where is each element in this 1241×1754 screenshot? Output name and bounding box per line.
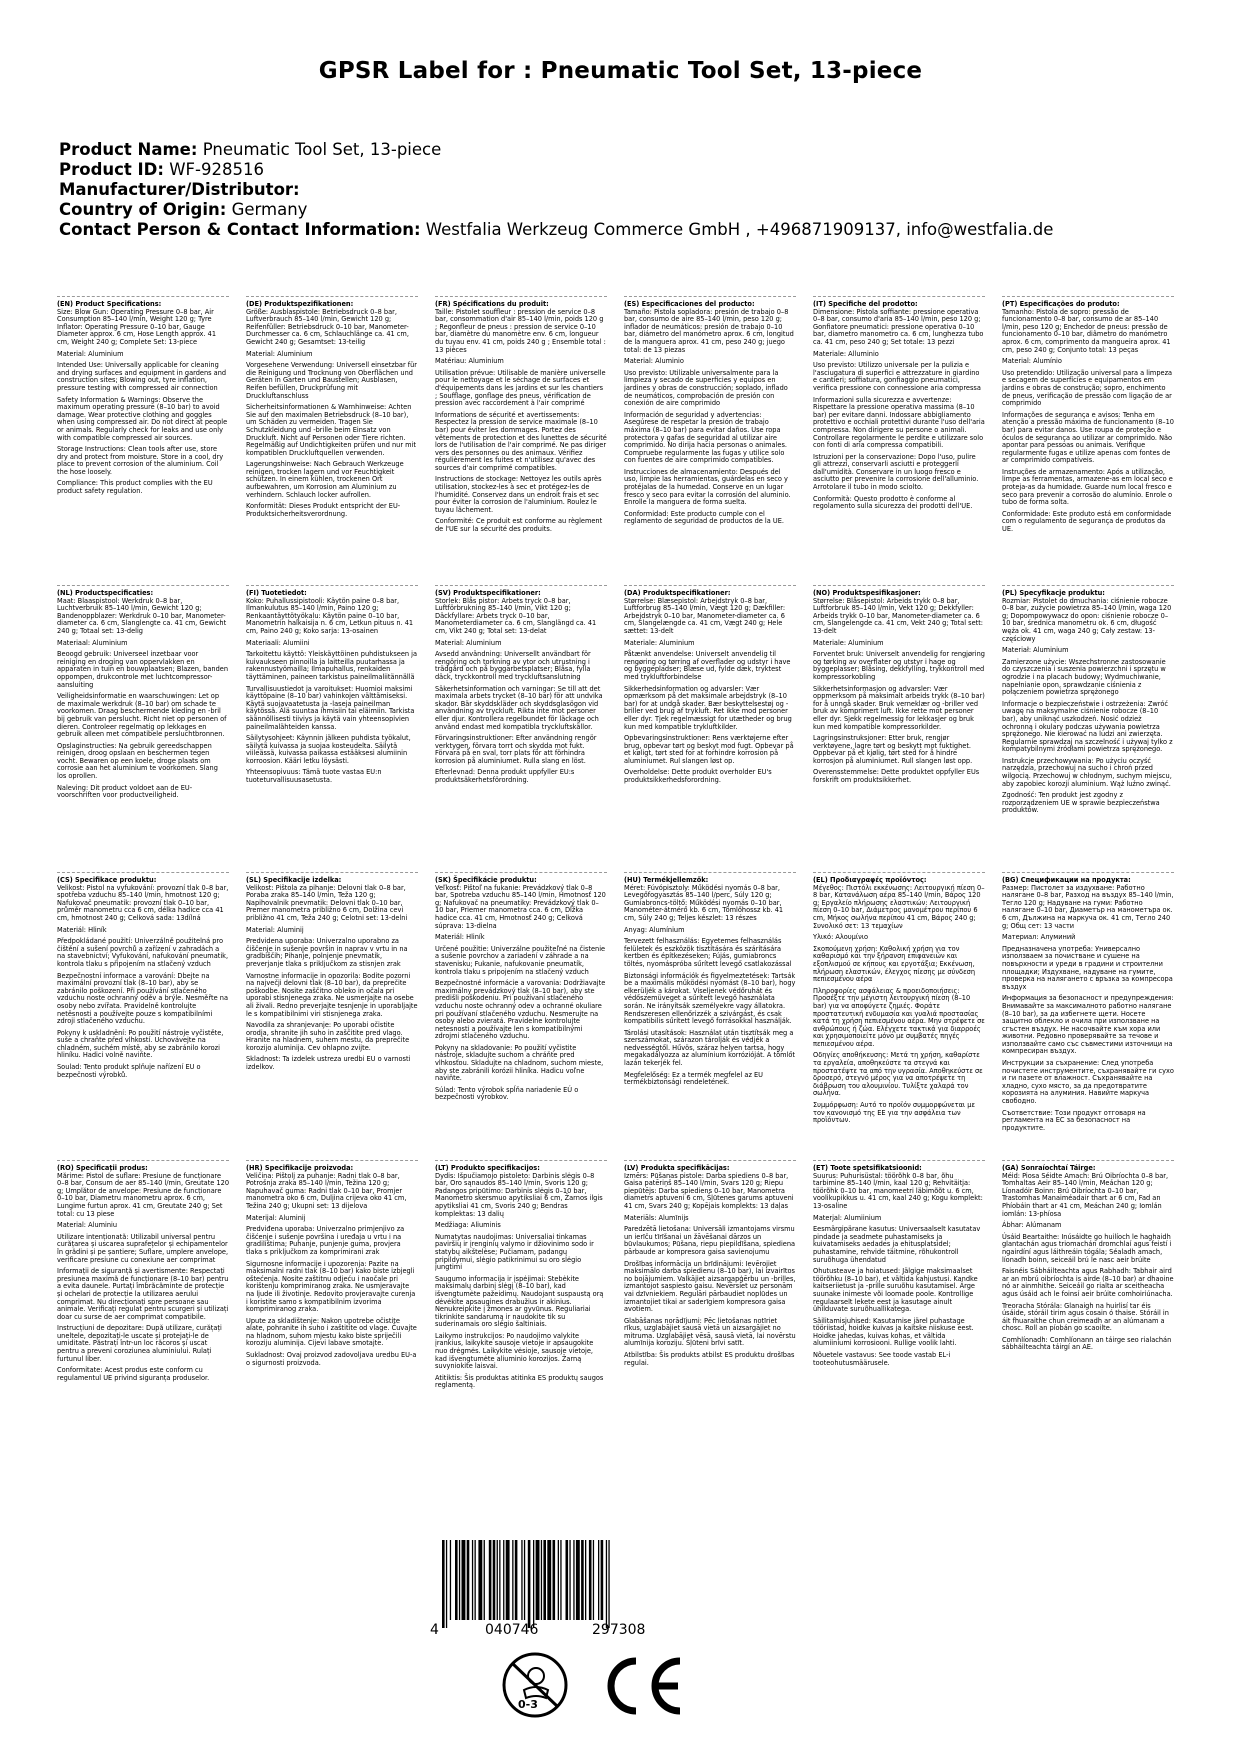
page-title: GPSR Label for : Pneumatic Tool Set, 13-piece	[318, 58, 923, 84]
spec-paragraph: Материал: Алуминий	[1002, 933, 1076, 942]
spec-paragraph: Beoogd gebruik: Universeel inzetbaar voor reiniging en droging van oppervlakken en apparaten in tuin en bouwplaatsen; Blazen, banden oppompen, drukcontrole met luchtcompressor-aansluiting	[57, 650, 229, 689]
spec-paragraph: Förvaringsinstruktioner: Efter användning rengör verktygen, förvara torrt och skydda mot fukt. Förvara på en sval, torr plats för att förhindra korrosion på aluminiumet. Rulla slang en löst.	[435, 734, 597, 765]
spec-paragraph: Veličina: Pištolj za puhanje: Radni tlak 0–8 bar, Potrošnja zraka 85–140 l/min, Težina 120 g; Napuhavač guma: Radni tlak 0–10 bar, Promjer manometra oko 6 cm, Duljina crijeva oko 41 cm, Težina 240 g; Ukupni set: 13 dijelova	[246, 1171, 407, 1210]
spec-heading: (FR) Spécifications du produit:	[435, 300, 549, 308]
spec-paragraph: Sukladnost: Ovaj proizvod zadovoljava uredbu EU-a o sigurnosti proizvoda.	[246, 1351, 417, 1367]
spec-paragraph: Informazioni sulla sicurezza e avvertenze: Rispettare la pressione operativa massima (8–10 bar) per evitare danni. Indossare abbigliamento protettivo e occhiali protettivi durante l'uso dell'aria compressa. Non dirigere su persone o animali. Controllare regolarmente le perdite e utilizzare solo con fonti di aria compressa compatibili.	[813, 395, 985, 450]
spec-paragraph: Materiale: Alluminio	[813, 349, 879, 358]
barcode-bar	[484, 1540, 485, 1620]
spec-paragraph: Sicherheitsinformationen & Warnhinweise: Achten Sie auf den maximalen Betriebsdruck (8–10 bar), um Schäden zu vermeiden. Tragen Sie Schutzkleidung und -brille beim Einsatz von Druckluft. Nicht auf Personen oder Tiere richten. Regelmäßig auf Undichtigkeiten prüfen und nur mit kompatiblen Druckluftquellen verwenden.	[246, 403, 416, 457]
spec-paragraph: Size: Blow Gun: Operating Pressure 0–8 bar, Air Consumption 85–140 l/min, Weight 120 g; Tyre Inflator: Operating Pressure 0–10 bar, Gauge Diameter approx. 6 cm, Hose Length approx. 41 cm, Weight 240 g; Complete Set: 13-piece	[57, 307, 217, 346]
spec-paragraph: Opbevaringsinstruktioner: Rens værktøjerne efter brug, opbevar tørt og beskyt mod fugt. Opbevar på et køligt, tørt sted for at forhindre korrosion på aluminiumet. Rul slangen løst op.	[624, 734, 794, 765]
spec-heading: (NO) Produktspesifikasjoner:	[813, 589, 921, 597]
spec-paragraph: Tarkoitettu käyttö: Yleiskäyttöinen puhdistukseen ja kuivaukseen pinnoilla ja laitteilla puutarhassa ja rakennustyömailla; Ilmapuhallus, renkaiden täyttäminen, paineen tarkistus paineilmaliitännällä	[246, 650, 418, 681]
spec-paragraph: Informations de sécurité et avertissements: Respectez la pression de service maximale (8–10 bar) pour éviter les dommages. Portez des vêtements de protection et des lunettes de sécurité lors de l'utilisation de l'air comprimé. Ne pas diriger vers des personnes ou des animaux. Vérifiez régulièrement les fuites et n'utilisez qu'avec des sources d'air comprimé compatibles.	[435, 410, 607, 472]
spec-heading: (SK) Špecifikácie produktu:	[435, 876, 537, 884]
age-0-3-warning-icon	[500, 1650, 570, 1720]
spec-card	[624, 872, 796, 1147]
spec-paragraph: Conformidade: Este produto está em conformidade com o regulamento de segurança de produtos da UE.	[1002, 509, 1172, 534]
spec-paragraph: Safety Information & Warnings: Observe the maximum operating pressure (8–10 bar) to avoid damage. Wear protective clothing and goggles when using compressed air. Do not direct at people or animals. Regularly check for leaks and use only with compatible compressed air sources.	[57, 395, 228, 442]
spec-paragraph: Materijal: Aluminij	[246, 1213, 306, 1222]
spec-heading: (EN) Product Specifications:	[57, 300, 162, 308]
info-row	[59, 180, 1189, 200]
spec-paragraph: Lagringsinstruksjoner: Etter bruk, rengjør verktøyene, lagre tørt og beskytt mot fuktighet. Oppbevar på et kjølig, tørt sted for å hindre korrosjon på aluminiumet. Rull slangen løst opp.	[813, 734, 973, 765]
spec-paragraph: Comhlíonadh: Comhlíonann an táirge seo rialachán sábháilteachta táirgí an AE.	[1002, 1335, 1172, 1352]
barcode-bar	[493, 1540, 496, 1620]
barcode	[438, 1540, 678, 1632]
barcode-bar	[499, 1540, 500, 1620]
spec-paragraph: Sikkerhetsinformasjon og advarsler: Vær oppmerksom på maksimalt arbeids trykk (8–10 bar) for å unngå skader. Bruk verneklær og -briller ved bruk av komprimert luft. Ikke rette mot personer eller dyr. Sjekk regelmessig for lekkasjer og bruk kun med kompatible kompressorkilder.	[813, 684, 985, 731]
spec-paragraph: Utilisation prévue: Utilisable de manière universelle pour le nettoyage et le séchage de surfaces et d'équipements dans les jardins et sur les chantiers ; Soufflage, gonflage des pneus, vérification de pression avec raccordement à l'air comprimé	[435, 368, 606, 408]
info-label: Contact Person & Contact Information:	[59, 220, 421, 239]
spec-paragraph: Dydis: Išpučiamojo pistoleto: Darbinis slėgis 0–8 bar, Oro sąnaudos 85–140 l/min, Svoris 120 g; Padangos pripūtimo: Darbinis slėgis 0–10 bar, Manometro skersmuo apytiksliai 6 cm, Žarnos ilgis apytiksliai 41 cm, Svoris 240 g; Bendras komplektas: 13 dalių	[435, 1171, 603, 1218]
spec-card	[813, 585, 985, 860]
spec-paragraph: Forventet bruk: Universelt anvendelig for rengjøring og tørking av overflater og utstyr i hage og byggeplasser; Blåsing, dekkfylling, trykkontroll med kompressorkobling	[813, 650, 985, 681]
spec-paragraph: Eesmärgipärane kasutus: Universaalselt kasutatav pindade ja seadmete puhastamiseks ja kuivatamiseks aedades ja ehitusplatsidel; puhastamine, rehvide täitmine, rõhukontroll suruõhuga ühendatud	[813, 1225, 981, 1264]
spec-paragraph: Material: Aluminium	[57, 349, 124, 358]
spec-paragraph: Anyag: Alumínium	[624, 925, 685, 934]
spec-card	[813, 1160, 985, 1435]
spec-heading: (CS) Specifikace produktu:	[57, 876, 157, 884]
barcode-bar	[558, 1540, 559, 1620]
spec-paragraph: Uso previsto: Utilizzo universale per la pulizia e l'asciugatura di superfici e attrezzature in giardino e cantieri; soffiatura, gonfiaggio pneumatici, verifica pressione con connessione aria compressa	[813, 361, 981, 392]
spec-paragraph: Uso previsto: Utilizable universalmente para la limpieza y secado de superficies y equipos en jardines y obras de construcción; soplado, inflado de neumáticos, comprobación de presión con conexión de aire comprimido	[624, 368, 788, 408]
spec-paragraph: Mărime: Pistol de suflare: Presiune de funcționare 0–8 bar, Consum de aer 85–140 l/min, Greutate 120 g; Umplător de anvelope: Presiune de funcționare 0–10 bar, Diametru manometru aprox. 6 cm, Lungime furtun aprox. 41 cm, Greutate 240 g; Set total: cu 13 piese	[57, 1171, 229, 1218]
spec-paragraph: Veiligheidsinformatie en waarschuwingen: Let op de maximale werkdruk (8–10 bar) om schade te voorkomen. Draag beschermende kleding en -bril bij gebruik van perslucht. Richt niet op personen of dieren. Controleer regelmatig op lekkages en gebruik alleen met compatibele persluchtbronnen.	[57, 692, 227, 739]
spec-heading: (FI) Tuotetiedot:	[246, 589, 307, 597]
barcode-bar	[462, 1540, 466, 1620]
spec-heading: (PL) Specyfikacje produktu:	[1002, 589, 1105, 597]
spec-paragraph: Medžiaga: Aliuminis	[435, 1221, 501, 1230]
spec-paragraph: Bezpečnostní informace a varování: Dbejte na maximální provozní tlak (8–10 bar), aby se zabránilo poškození. Při používání stlačeného vzduchu noste ochranný oděv a brýle. Nesměřte na osoby nebo zvířata. Pravidelně kontrolujte netěsnosti a používejte pouze s kompatibilními zdroji stlačeného vzduchu.	[57, 971, 229, 1026]
spec-paragraph: Předpokládané použití: Univerzálně použitelná pro čištění a sušení povrchů a zařízení v zahradách a na stavebnictví; Vyfukování, nafukování pneumatik, kontrola tlaku s připojením na stlačený vzduch	[57, 937, 229, 968]
spec-paragraph: Lagerungshinweise: Nach Gebrauch Werkzeuge reinigen, trocken lagern und vor Feuchtigkeit schützen. In einem kühlen, trockenen Ort aufbewahren, um Korrosion am Aluminium zu verhindern. Schlauch locker aufrollen.	[246, 460, 404, 499]
spec-card	[57, 296, 229, 571]
spec-paragraph: Compliance: This product complies with the EU product safety regulation.	[57, 479, 213, 496]
spec-paragraph: Intended Use: Universally applicable for cleaning and drying surfaces and equipment in gardens and construction sites; Blowing out, tyre inflation, pressure testing with compressed air connection	[57, 361, 227, 392]
spec-row	[57, 585, 1189, 855]
info-label: Product Name:	[59, 140, 198, 159]
barcode-bar	[478, 1540, 482, 1620]
spec-paragraph: Σκοπούμενη χρήση: Καθολική χρήση για τον καθαρισμό και την ξήρανση επιφανειών και εξοπλισμού σε κήπους και εργοτάξια; Εκκένωση, πλήρωση ελαστικών, έλεγχος πίεσης με σύνδεση πεπιεσμένου αέρα	[813, 944, 976, 984]
spec-card	[435, 585, 607, 860]
spec-paragraph: Maat: Blaaspistool: Werkdruk 0–8 bar, Luchtverbruik 85–140 l/min, Gewicht 120 g; Bandenoppblazer: Werkdruk 0–10 bar, Manometer-diameter ca. 6 cm, Slanglengte ca. 41 cm, Gewicht 240 g; Totaal set: 13-delig	[57, 596, 227, 635]
spec-heading: (ET) Toote spetsifikatsioonid:	[813, 1164, 922, 1172]
barcode-bar	[489, 1540, 492, 1620]
spec-card	[435, 872, 607, 1147]
spec-card	[813, 872, 985, 1147]
barcode-bar	[459, 1540, 460, 1620]
barcode-digits-right: 297308	[592, 1622, 646, 1638]
spec-paragraph: Naleving: Dit product voldoet aan de EU-voorschriften voor productveiligheid.	[57, 783, 193, 800]
barcode-bar	[547, 1540, 551, 1620]
spec-heading: (SL) Specifikacije izdelka:	[246, 876, 342, 884]
ce-mark-icon	[600, 1655, 685, 1717]
spec-paragraph: Atitiktis: Šis produktas atitinka ES produktų saugos reglamentą.	[435, 1373, 604, 1390]
spec-paragraph: Sigurnosne informacije i upozorenja: Pazite na maksimalni radni tlak (8–10 bar) kako biste izbjegli oštećenja. Nosite zaštitnu odjeću i naočale pri korištenju komprimiranog zraka. Ne usmjeravajte na ljude ili životinje. Redovito provjeravajte curenja i koristite samo s kompatibilnim izvorima komprimiranog zraka.	[246, 1259, 416, 1314]
spec-paragraph: Materiál: Hliník	[57, 925, 107, 934]
spec-paragraph: Conformitate: Acest produs este conform cu regulamentul UE privind siguranța produselor.	[57, 1366, 210, 1382]
spec-card	[435, 1160, 607, 1435]
spec-paragraph: Materiale: Aluminium	[624, 638, 695, 647]
spec-paragraph: Skladnost: Ta izdelek ustreza uredbi EU o varnosti izdelkov.	[246, 1055, 411, 1072]
spec-paragraph: Instrucțiuni de depozitare: După utilizare, curățați uneltele, depozitați-le uscate și protejați-le de umiditate. Păstrați într-un loc răcoros și uscat pentru a preveni coroziunea aluminiului. Rulați furtunul liber.	[57, 1324, 222, 1363]
spec-paragraph: Yhteensopivuus: Tämä tuote vastaa EU:n tuoteturvallisuusasetusta.	[246, 768, 382, 785]
barcode-bar	[524, 1540, 525, 1620]
spec-row	[57, 296, 1189, 566]
barcode-bar	[497, 1540, 498, 1620]
spec-paragraph: Suurus: Puhurisüstal: töörõhk 0–8 bar, õhu tarbimine 85–140 l/min, kaal 120 g; Rehvitäitja: töörõhk 0–10 bar, manomeetri läbimõõt u. 6 cm, voolikupikkus u. 41 cm, kaal 240 g; Kogu komplekt: 13-osaline	[813, 1171, 983, 1210]
spec-heading: (DE) Produktspezifikationen:	[246, 300, 354, 308]
spec-card	[624, 585, 796, 860]
barcode-bar	[528, 1540, 531, 1628]
spec-paragraph: Soulad: Tento produkt splňuje nařízení EU o bezpečnosti výrobků.	[57, 1063, 201, 1079]
spec-heading: (ES) Especificaciones del producto:	[624, 300, 755, 308]
info-value: WF-928516	[169, 160, 264, 179]
spec-paragraph: Materiál: Hliník	[435, 933, 485, 942]
spec-paragraph: Opslaginstructies: Na gebruik gereedschappen reinigen, droog opslaan en beschermen tegen vocht. Bewaren op een koele, droge plaats om corrosie aan het aluminium te voorkomen. Slang los oprollen.	[57, 741, 218, 781]
spec-paragraph: Conformité: Ce produit est conforme au règlement de l'UE sur la sécurité des produits.	[435, 517, 603, 534]
barcode-bar	[450, 1540, 451, 1620]
spec-paragraph: Turvallisuustiedot ja varoitukset: Huomioi maksimi käyttöpaine (8–10 bar) vahinkojen välttämiseksi. Käytä suojavaatetusta ja -laseja paineilman käytössä. Älä suuntaa ihmisiin tai eläimiin. Tarkista säännöllisesti tiiviys ja käytä vain yhteensopivien paineilmalähteiden kanssa.	[246, 684, 415, 731]
spec-paragraph: Saugumo informacija ir įspėjimai: Stebėkite maksimalų darbinį slėgį (8–10 bar), kad išvengtumėte pažeidimų. Naudojant suspaustą orą dėvėkite apsaugines drabužius ir akinius. Nenukreipkite į žmones ar gyvūnus. Reguliariai tikrinkite sandarumą ir naudokite tik su suderinamais oro slėgio šaltiniais.	[435, 1274, 604, 1329]
spec-paragraph: Tárolási utasítások: Használat után tisztítsák meg a szerszámokat, szárazon tárolják és védjék a nedvességtől. Hűvös, száraz helyen tartsa, hogy megakadályozza az alumínium korrózióját. A tömlőt lazán tekerjék fel.	[624, 1028, 796, 1068]
spec-paragraph: Storlek: Blås pistor: Arbets tryck 0–8 bar, Luftförbrukning 85–140 l/min, Vikt 120 g; Däckfyllare: Arbets tryck 0–10 bar, Manometerdiameter ca. 6 cm, Slanglängd ca. 41 cm, Vikt 240 g; Total set: 13-delat	[435, 596, 597, 635]
spec-paragraph: Overensstemmelse: Dette produktet oppfyller EUs forskrift om produktsikkerhet.	[813, 768, 980, 785]
spec-paragraph: Izmērs: Pūšanas pistole: Darba spiediens 0–8 bar, Gaisa patēriņš 85–140 l/min, Svars 120 g; Riepu piepūtējs: Darba spiediens 0–10 bar, Manometra diametrs aptuveni 6 cm, Šļūtenes garums aptuveni 41 cm, Svars 240 g; Kopējais komplekts: 13 daļas	[624, 1171, 794, 1210]
spec-heading: (PT) Especificações do produto:	[1002, 300, 1120, 308]
spec-card	[246, 872, 418, 1147]
spec-paragraph: Laikymo instrukcijos: Po naudojimo valykite įrankius, laikykite sausoje vietoje ir apsaugokite nuo drėgmės. Laikykite vėsioje, sausoje vietoje, kad išvengtumėte aliuminio korozijos. Žarną suvyniokite laisvai.	[435, 1331, 594, 1371]
barcode-bar	[585, 1540, 586, 1620]
spec-heading: (BG) Спецификации на продукта:	[1002, 876, 1131, 884]
barcode-bar	[472, 1540, 473, 1620]
spec-card	[246, 1160, 418, 1435]
spec-paragraph: Dimensione: Pistola soffiante: pressione operativa 0–8 bar, consumo d'aria 85–140 l/min, peso 120 g; Gonfiatore pneumatici: pressione operativa 0–10 bar, diametro manometro ca. 6 cm, lunghezza tubo ca. 41 cm, peso 240 g; Set totale: 13 pezzi	[813, 307, 984, 346]
spec-card	[435, 296, 607, 571]
spec-card	[57, 872, 229, 1147]
barcode-bar	[512, 1540, 513, 1620]
spec-paragraph: Méid: Piosa Séidte Amach: Brú Oibríochta 0–8 bar, Tomhaltas Aeir 85–140 l/min, Meáchan 120 g; Líonadóir Boinn: Brú Oibríochta 0–10 bar, Trastomhas Manaiméadair thart ar 6 cm, Fad an Phíobáin thart ar 41 cm, Meáchan 240 g; Iomlán iomlán: 13-phíosa	[1002, 1171, 1169, 1218]
spec-paragraph: Pokyny na skladovanie: Po použití vyčistite nástroje, skladujte suchom a chráňte pred vlhkosťou. Skladujte na chladnom, suchom mieste, aby ste zabránili korózii hliníka. Hadicu voľne naviňte.	[435, 1043, 604, 1083]
spec-paragraph: Velikost: Pištola za pihanje: Delovni tlak 0–8 bar, Poraba zraka 85–140 l/min, Teža 120 g; Napihovalnik pnevmatik: Delovni tlak 0–10 bar, Premer manometra približno 6 cm, Dolžina cevi približno 41 cm, Teža 240 g; Celotni set: 13-delni	[246, 883, 408, 922]
barcode-bar	[601, 1540, 604, 1620]
spec-paragraph: Navodila za shranjevanje: Po uporabi očistite orodja, shranite jih suho in zaščitite pred vlago. Hranite na hladnem, suhem mestu, da preprečite korozijo aluminija. Cev ohlapno zvijte.	[246, 1021, 410, 1052]
spec-paragraph: Efterlevnad: Denna produkt uppfyller EU:s produktsäkerhetsförordning.	[435, 768, 575, 785]
barcode-bar	[553, 1540, 556, 1620]
spec-paragraph: Material: Aluminium	[435, 638, 502, 647]
info-row	[59, 160, 1189, 180]
spec-paragraph: Instruções de armazenamento: Após a utilização, limpe as ferramentas, armazene-as em local seco e proteja-as da humidade. Guarde num local fresco e seco para prevenir a corrosão do alumínio. Enrole o tubo de forma solta.	[1002, 467, 1173, 507]
spec-paragraph: Conformidad: Este producto cumple con el reglamento de seguridad de productos de la UE.	[624, 509, 784, 526]
spec-paragraph: Instrucciones de almacenamiento: Después del uso, limpie las herramientas, guárdelas en seco y protéjalas de la humedad. Conserve en un lugar fresco y seco para evitar la corrosión del aluminio. Enrolle la manguera de forma suelta.	[624, 467, 791, 507]
barcode-digits-left: 040746	[485, 1622, 539, 1638]
barcode-bar	[506, 1540, 510, 1620]
spec-paragraph: Ábhar: Alúmanam	[1002, 1221, 1062, 1230]
spec-heading: (LV) Produkta specifikācijas:	[624, 1164, 730, 1172]
spec-heading: (RO) Specificații produs:	[57, 1164, 148, 1172]
spec-paragraph: Material: Aluminium	[246, 349, 313, 358]
spec-paragraph: Matériau: Aluminium	[435, 357, 504, 366]
spec-paragraph: Méret: Fúvópisztoly: Működési nyomás 0–8 bar, Levegőfogyasztás 85–140 l/perc, Súly 120 g; Gumiabroncs-töltő: Működési nyomás 0–10 bar, Manométer-átmérő kb. 6 cm, Tömlőhossz kb. 41 cm, Súly 240 g; Teljes készlet: 13 részes	[624, 883, 784, 922]
spec-paragraph: Bezpečnostné informácie a varovania: Dodržiavajte maximálny prevádzkový tlak (8–10 bar), aby ste predišli poškodeniu. Pri používaní stlačeného vzduchu noste ochranný odev a ochranné okuliare pri používaní stlačeného vzduchu. Nesmerujte na osoby alebo zvieratá. Pravidelne kontrolujte netesnosti a používajte len s kompatibilnými zdrojmi stlačeného vzduchu.	[435, 979, 606, 1041]
spec-paragraph: Συμμόρφωση: Αυτό το προϊόν συμμορφώνεται με τον κανονισμό της ΕΕ για την ασφάλεια των προϊόντων.	[813, 1101, 976, 1125]
barcode-bar	[598, 1540, 599, 1620]
info-label: Country of Origin:	[59, 200, 227, 219]
barcode-bar	[566, 1540, 569, 1620]
barcode-bar	[593, 1540, 594, 1620]
spec-paragraph: Предназначена употреба: Универсално използваем за почистване и сушене на повърхности и уреди в градини и строителни площадки; Издухване, надуване на гумите, проверка на налягането с връзка за компресора въздух	[1002, 944, 1173, 991]
spec-heading: (HU) Termékjellemzők:	[624, 876, 709, 884]
spec-paragraph: Faisnéis Sábháilteachta agus Rabhadh: Tabhair aird ar an mbrú oibríochta is airde (8–10 bar) ar dhaoine nó ar ainmhithe. Seiceáil go rialta ar sceitheacha agus úsáid ach le foinsí aeir brúite comhoiriúnacha.	[1002, 1267, 1174, 1298]
spec-paragraph: Размер: Пистолет за издухване: Работно налягане 0–8 bar, Разход на въздух 85–140 l/min, Тегло 120 g; Надуване на гуми: Работно налягане 0–10 bar, Диаметър на манометъра ок. 6 cm, Дължина на маркуча ок. 41 cm, Тегло 240 g; Общ сет: 13 части	[1002, 883, 1174, 930]
spec-paragraph: Pokyny k uskladnění: Po použití nástroje vyčistěte, suše a chraňte před vlhkostí. Uchovávejte na chladném, suchém místě, aby se zabránilo korozi hliníku. Hadici volně naviňte.	[57, 1028, 224, 1060]
spec-card	[57, 585, 229, 860]
spec-paragraph: Sikkerhedsinformation og advarsler: Vær opmærksom på det maksimale arbejdstryk (8–10 bar) for at undgå skader. Bær beskyttelsestøj og -briller ved brug af trykluft. Ret ikke mod personer eller dyr. Tjek regelmæssigt for utætheder og brug kun med kompatible trykluftkilder.	[624, 684, 792, 731]
spec-heading: (EL) Προδιαγραφές προϊόντος:	[813, 876, 927, 884]
info-row	[59, 140, 1189, 160]
spec-paragraph: Predvidena uporaba: Univerzalno uporabno za čiščenje in sušenje površin in naprav v vrtu in na gradbiščih; Pihanje, polnjenje pnevmatik, preverjanje tlaka s priključkom za stisnjen zrak	[246, 937, 408, 968]
spec-paragraph: Säilitamisjuhised: Kasutamise järel puhastage tööriistad, hoidke kuivas ja kaitske niiskuse eest. Hoidke jahedas, kuivas kohas, et vältida alumiiniumi korrosiooni. Rullige voolik lahti.	[813, 1316, 974, 1348]
barcode-bar	[446, 1540, 447, 1628]
spec-card	[624, 296, 796, 571]
info-value: Westfalia Werkzeug Commerce GmbH , +496871909137, info@westfalia.de	[425, 220, 1054, 239]
spec-paragraph: Materiaal: Aluminium	[57, 638, 128, 647]
spec-paragraph: Úsáid Beartaithe: Inúsáidte go huilíoch le haghaidh glantachán agus triomachán dromchlaí agus feistí i ngairdíní agus láithreáin tógála; Séaladh amach, líonadh boinn, seiceáil brú le nasc aeir brúite	[1002, 1232, 1172, 1264]
spec-paragraph: Vorgesehene Verwendung: Universell einsetzbar für die Reinigung und Trocknung von Oberflächen und Geräten in Garten und Baustellen; Ausblasen, Reifen befüllen, Druckprüfung mit Druckluftanschluss	[246, 361, 417, 400]
spec-paragraph: Utilizare intenționată: Utilizabil universal pentru curățarea și uscarea suprafețelor și echipamentelor în grădini și pe șantiere; Suflare, umplere anvelope, verificare presiune cu conexiune aer comprimat	[57, 1232, 229, 1264]
spec-paragraph: Størrelse: Blåsepistol: Arbeids trykk 0–8 bar, Luftforbruk 85–140 l/min, Vekt 120 g; Dekkfyller: Arbeids trykk 0–10 bar, Manometer-diameter ca. 6 cm, Slangelengde ca. 41 cm, Vekt 240 g; Total sett: 13-delt	[813, 596, 984, 635]
spec-paragraph: Materjal: Alumiinium	[813, 1213, 882, 1222]
spec-paragraph: Zgodność: Ten produkt jest zgodny z rozporządzeniem UE w sprawie bezpieczeństwa produktów.	[1002, 791, 1160, 815]
spec-heading: (SV) Produktspecifikationer:	[435, 589, 541, 597]
spec-paragraph: Material: Aluminiu	[57, 1221, 118, 1230]
spec-paragraph: Material: Aluminij	[246, 925, 304, 934]
spec-paragraph: Material: Alumínio	[1002, 357, 1062, 366]
spec-paragraph: Tamaño: Pistola sopladora: presión de trabajo 0–8 bar, consumo de aire 85–140 l/min, peso 120 g; inflador de neumáticos: presión de trabajo 0–10 bar, diámetro del manómetro aprox. 6 cm, longitud de la manguera aprox. 41 cm, peso 240 g; juego total: de 13 piezas	[624, 307, 794, 354]
spec-paragraph: Informații de siguranță și avertismente: Respectați presiunea maximă de funcționare (8–10 bar) pentru a evita daunele. Purtați îmbrăcăminte de protecție și ochelari de protecție la utilizarea aerului comprimat. Nu direcționați spre persoane sau animale. Verificați regulat pentru scurgeri și utilizați doar cu surse de aer comprimat compatibile.	[57, 1267, 229, 1321]
spec-paragraph: Taille: Pistolet souffleur : pression de service 0–8 bar, consommation d'air 85–140 l/min, poids 120 g ; Regonfleur de pneus : pression de service 0–10 bar, diamètre du manomètre env. 6 cm, longueur du tuyau env. 41 cm, poids 240 g ; Ensemble total : 13 pièces	[435, 307, 606, 354]
spec-paragraph: Πληροφορίες ασφάλειας & προειδοποιήσεις: Προσέξτε την μέγιστη λειτουργική πίεση (8–10 bar) για να αποφύγετε ζημιές. Φοράτε προστατευτική ενδυμασία και γυαλιά προστασίας κατά τη χρήση πεπιεσμένου αέρα. Μην στρέφετε σε ανθρώπους ή ζώα. Ελέγχετε τακτικά για διαρροές και χρησιμοποιείτε μόνο με συμβατές πηγές πεπιεσμένου αέρα.	[813, 986, 985, 1048]
spec-paragraph: Glabāšanas norādījumi: Pēc lietošanas notīriet rīkus, uzglabājiet sausā vietā un aizsargājiet no mitruma. Uzglabājiet vēsā, sausā vietā, lai novērstu alumīnija koroziju. Šļūteni brīvi satīt.	[624, 1316, 796, 1348]
barcode-bar	[536, 1540, 540, 1620]
spec-card	[57, 1160, 229, 1435]
info-row	[59, 200, 1189, 220]
spec-paragraph: Rozmiar: Pistolet do dmuchania: ciśnienie robocze 0–8 bar, zużycie powietrza 85–140 l/min, waga 120 g; Dopompowywacz do opon: ciśnienie robocze 0–10 bar, średnica manometru ok. 6 cm, długość węża ok. 41 cm, waga 240 g; Cały zestaw: 13-częściowy	[1002, 596, 1172, 643]
barcode-bar	[467, 1540, 470, 1620]
info-value: Pneumatic Tool Set, 13-piece	[202, 140, 442, 159]
barcode-bar	[576, 1540, 580, 1620]
spec-paragraph: Instrukcje przechowywania: Po użyciu oczyść narzędzia, przechowuj na sucho i chroń przed wilgocią. Przechowuj w chłodnym, suchym miejscu, aby zapobiec korozji aluminium. Wąż luźno zwinąć.	[1002, 756, 1172, 788]
spec-paragraph: Overholdelse: Dette produkt overholder EU's produktsikkerhedsforordning.	[624, 768, 772, 785]
spec-heading: (GA) Sonraíochtaí Táirge:	[1002, 1164, 1096, 1172]
spec-paragraph: Información de seguridad y advertencias: Asegúrese de respetar la presión de trabajo máxima (8–10 bar) para evitar daños. Use ropa protectora y gafas de seguridad al utilizar aire comprimido. No dirija hacia personas o animales. Compruebe regularmente las fugas y utilice solo con fuentes de aire comprimido compatibles.	[624, 410, 788, 465]
info-row	[59, 220, 1189, 240]
spec-heading: (LT) Produkto specifikacijos:	[435, 1164, 540, 1172]
spec-card	[246, 296, 418, 571]
spec-paragraph: Säkerhetsinformation och varningar: Se till att det maximala arbets trycket (8–10 bar) för att undvika skador. Bär skyddskläder och skyddsglasögon vid användning av tryckluft. Rikta inte mot personer eller djur. Kontrollera regelbundet för läckage och använd endast med kompatibla tryckluftskällor.	[435, 684, 603, 731]
spec-paragraph: Storage Instructions: Clean tools after use, store dry and protect from moisture. Store in a cool, dry place to prevent corrosion of the aluminium. Coil the hose loosely.	[57, 445, 224, 476]
barcode-bar	[569, 1540, 570, 1620]
spec-paragraph: Größe: Ausblaspistole: Betriebsdruck 0–8 bar, Luftverbrauch 85–140 l/min, Gewicht 120 g; Reifenfüller: Betriebsdruck 0–10 bar, Manometer-Durchmesser ca. 6 cm, Schlauchlänge ca. 41 cm, Gewicht 240 g; Gesamtset: 13-teilig	[246, 307, 409, 346]
spec-card	[1002, 585, 1174, 860]
spec-paragraph: Инструкции за съхранение: След употреба почистете инструментите, съхранявайте ги сухо и ги пазете от влажност. Съхранявайте на хладно, сухо място, за да предотвратите корозията на алуминия. Навийте маркуча свободно.	[1002, 1059, 1174, 1106]
spec-paragraph: Velikost: Pistol na vyfukování: provozní tlak 0–8 bar, spotřeba vzduchu 85–140 l/min, hmotnost 120 g; Nafukovač pneumatik: provozní tlak 0–10 bar, průměr manometru cca 6 cm, délka hadice cca 41 cm, hmotnost 240 g; Celková sada: 13dílná	[57, 883, 229, 922]
barcode-bar	[543, 1540, 546, 1620]
spec-paragraph: Ohutusteave ja hoiatused: Jälgige maksimaalset töörõhku (8–10 bar), et vältida kahjustusi. Kandke kaitseriietust ja -prille suruõhu kasutamisel. Ärge suunake inimeste või loomade poole. Kontrollige regulaarselt lekete eest ja kasutage ainult ühilduvate suruõhuallikatega.	[813, 1267, 978, 1314]
spec-paragraph: Istruzioni per la conservazione: Dopo l'uso, pulire gli attrezzi, conservarli asciutti e proteggerli dall'umidità. Conservare in un luogo fresco e asciutto per prevenire la corrosione dell'alluminio. Arrotolare il tubo in modo sciolto.	[813, 452, 979, 492]
spec-paragraph: Súlad: Tento výrobok spĺňa nariadenie EÚ o bezpečnosti výrobkov.	[435, 1085, 579, 1102]
barcode-bar	[503, 1540, 504, 1620]
barcode-digits	[430, 1622, 690, 1638]
spec-paragraph: Conformità: Questo prodotto è conforme al regolamento sulla sicurezza dei prodotti dell'UE.	[813, 494, 973, 511]
spec-paragraph: Μέγεθος: Πιστόλι εκκένωσης: Λειτουργική πίεση 0–8 bar, Κατανάλωση αέρα 85–140 l/min, Βάρος 120 g; Εργαλείο πλήρωσης ελαστικών: Λειτουργική πίεση 0–10 bar, Διάμετρος μανομέτρου περίπου 6 cm, Μήκος σωλήνα περίπου 41 cm, Βάρος 240 g; Συνολικό σετ: 13 τεμαχίων	[813, 883, 985, 930]
spec-paragraph: Størrelse: Blæsepistol: Arbejdstryk 0–8 bar, Luftforbrug 85–140 l/min, Vægt 120 g; Dækfiller: Arbejdstryk 0–10 bar, Manometer-diameter ca. 6 cm, Slangelængde ca. 41 cm, Vægt 240 g; Hele sættet: 13-delt	[624, 596, 786, 635]
info-label: Manufacturer/Distributor:	[59, 180, 300, 199]
spec-paragraph: Material: Aluminio	[624, 357, 684, 366]
spec-row	[57, 1160, 1189, 1430]
spec-paragraph: Οδηγίες αποθήκευσης: Μετά τη χρήση, καθαρίστε τα εργαλεία, αποθηκεύστε τα στεγνά και προστατέψτε τα από την υγρασία. Αποθηκεύστε σε δροσερό, στεγνό μέρος για να αποτρέψετε τη διάβρωση του αλουμινίου. Τυλίξτε χαλαρά τον σωλήνα.	[813, 1051, 983, 1098]
spec-card	[1002, 296, 1174, 571]
spec-paragraph: Uso pretendido: Utilização universal para a limpeza e secagem de superfícies e equipamentos em jardins e obras de construção; sopro, enchimento de pneus, verificação de pressão com ligação de ar comprimido	[1002, 368, 1173, 408]
spec-card	[246, 585, 418, 860]
spec-paragraph: Съответствие: Този продукт отговаря на регламента на ЕС за безопасност на продуктите.	[1002, 1108, 1146, 1132]
spec-paragraph: Nõuetele vastavus: See toode vastab EL-i tooteohutusmäärusele.	[813, 1351, 951, 1367]
spec-paragraph: Atbilstība: Šis produkts atbilst ES produktu drošības regulai.	[624, 1351, 795, 1367]
barcode-bar	[475, 1540, 476, 1620]
spec-paragraph: Konformität: Dieses Produkt entspricht der EU-Produktsicherheitsverordnung.	[246, 502, 401, 518]
barcode-bar	[515, 1540, 518, 1620]
spec-paragraph: Upute za skladištenje: Nakon upotrebe očistite alate, pohranite ih suho i zaštitite od vlage. Čuvajte na hladnom, suhom mjestu kako biste spriječili koroziju aluminija. Cijevi labave smotajte.	[246, 1316, 417, 1348]
info-value: Germany	[231, 200, 308, 219]
spec-paragraph: Påtænkt anvendelse: Universelt anvendelig til rengøring og tørring af overflader og udstyr i have og byggepladser; Blæse ud, fylde dæk, tryktest med trykluftforbindelse	[624, 650, 791, 681]
spec-paragraph: Veľkosť: Pištoľ na fukanie: Prevádzkový tlak 0–8 bar, Spotreba vzduchu 85–140 l/min, Hmotnosť 120 g; Nafukovač na pneumatiky: Prevádzkový tlak 0–10 bar, Priemer manometra cca. 6 cm, Dĺžka hadice cca. 41 cm, Hmotnosť 240 g; Celková súprava: 13-dielna	[435, 883, 606, 930]
spec-paragraph: Tervezett felhasználás: Egyetemes felhasználás felületek és eszközök tisztítására és szárítására kertben és építkezéseken; Fújás, gumiabroncs töltés, nyomáspróba sűrített levegő csatlakozással	[624, 937, 792, 968]
spec-paragraph: Informações de segurança e avisos: Tenha em atenção a pressão máxima de funcionamento (8–10 bar) para evitar danos. Use roupa de proteção e óculos de segurança ao utilizar ar comprimido. Não apontar para pessoas ou animais. Verifique regularmente fugas e utilize apenas com fontes de ar comprimido compatíveis.	[1002, 410, 1174, 465]
spec-row	[57, 872, 1189, 1142]
spec-paragraph: Materiał: Aluminium	[1002, 646, 1069, 655]
spec-paragraph: Megfelelőség: Ez a termék megfelel az EU termékbiztonsági rendeletének.	[624, 1070, 763, 1087]
barcode-bar	[608, 1540, 609, 1628]
spec-paragraph: Drošības informācija un brīdinājumi: Ievērojiet maksimālo darba spiedienu (8–10 bar), lai izvairītos no bojājumiem. Valkājiet aizsargapģērbu un -brilles, izmantojot saspiesto gaisu. Nevērsiet uz personām vai dzīvniekiem. Regulāri pārbaudiet noplūdes un izmantojiet tikai ar saderīgiem kompresora gaisa avotiem.	[624, 1259, 796, 1314]
spec-paragraph: Materiale: Aluminium	[813, 638, 884, 647]
spec-card	[1002, 872, 1174, 1147]
spec-paragraph: Zamierzone użycie: Wszechstronne zastosowanie do czyszczenia i suszenia powierzchni i sprzętu w ogrodzie i na placach budowy; Wydmuchiwanie, napełnianie opon, sprawdzanie ciśnienia z połączeniem powietrza sprężonego	[1002, 657, 1166, 697]
spec-paragraph: Paredzētā lietošana: Universāli izmantojams virsmu un ierīču tīrīšanai un žāvēšanai dārzos un būvlaukumos; Pūšana, riepu piepildīšana, spiediena pārbaude ar kompresora gaisa savienojumu	[624, 1225, 796, 1256]
barcode-bar	[581, 1540, 584, 1620]
spec-paragraph: Varnostne informacije in opozorila: Bodite pozorni na največji delovni tlak (8–10 bar), da preprečite poškodbe. Nosite zaščitno obleko in očala pri uporabi stisnjenega zraka. Ne usmerjajte na osebe ali živali. Redno preverjajte tesnjenje in uporabljajte le s kompatibilnimi viri stisnjenega zraka.	[246, 971, 418, 1018]
spec-card	[813, 296, 985, 571]
spec-paragraph: Säilytysohjeet: Käynnin jälkeen puhdista työkalut, säilytä kuivassa ja suojaa kosteudelta. Säilytä viileässä, kuivassa paikassa estääksesi alumiinin korroosion. Kääri letku löysästi.	[246, 734, 411, 765]
spec-paragraph: Υλικό: Αλουμίνιο	[813, 933, 869, 942]
barcode-bar	[573, 1540, 574, 1620]
barcode-bar	[560, 1540, 561, 1620]
spec-paragraph: Avsedd användning: Universellt användbart för rengöring och torkning av ytor och utrustning i trädgård och på byggarbetsplatser; Blåsa, fylla däck, tryckkontroll med tryckluftsanslutning	[435, 650, 591, 681]
spec-heading: (NL) Productspecificaties:	[57, 589, 154, 597]
barcode-bar	[455, 1540, 458, 1620]
spec-card	[624, 1160, 796, 1435]
spec-card	[1002, 1160, 1174, 1435]
spec-heading: (IT) Specifiche del prodotto:	[813, 300, 918, 308]
barcode-digit-first: 4	[430, 1622, 439, 1638]
spec-paragraph: Biztonsági információk és figyelmeztetések: Tartsák be a maximális működési nyomást (8–10 bar), hogy elkerüljék a károkat. Viseljenek védőruhát és védőszemüveget a sűrített levegő használata során. Ne irányítsák személyekre vagy állatokra. Rendszeresen ellenőrizzék a szivárgást, és csak kompatibilis sűrített levegő forrásokkal használják.	[624, 971, 796, 1026]
spec-paragraph: Predviđena uporaba: Univerzalno primjenjivo za čišćenje i sušenje površina i uređaja u vrtu i na gradilištima; Puhanje, punjenje guma, provjera tlaka s priključkom za komprimirani zrak	[246, 1225, 405, 1256]
spec-paragraph: Treoracha Stórála: Glanaigh na huirlisí tar éis úsáide, stóráil tirim agus cosain ó thaise. Stóráil in áit fhuaraithe chun creimeadh ar an alúmanam a chosc. Roll an píobán go scaoilte.	[1002, 1301, 1169, 1333]
barcode-bar	[521, 1540, 522, 1620]
spec-paragraph: Numatytas naudojimas: Universaliai tinkamas paviršių ir įrenginių valymo ir džiovinimo sodo ir statybų aikštelėse; Pučiamam, padangų pripildymui, slėgio patikrinimui su oro slėgio jungtimi	[435, 1232, 594, 1272]
spec-paragraph: Информация за безопасност и предупреждения: Внимавайте за максималното работно налягане (8–10 bar), за да избегнете щети. Носете защитно облекло и очила при използване на сгъстен въздух. Не насочвайте към хора или животни. Редовно проверявайте за течове и използвайте само със съвместими източници на компресиран въздух.	[1002, 994, 1174, 1056]
svg-text:0-3: 0-3	[518, 1698, 538, 1711]
barcode-bar	[541, 1540, 542, 1620]
barcode-bar	[533, 1540, 534, 1628]
spec-paragraph: Instructions de stockage: Nettoyez les outils après utilisation, stockez-les à sec et protégez-les de l'humidité. Conservez dans un endroit frais et sec pour éviter la corrosion de l'aluminium. Roulez le tuyau lâchement.	[435, 475, 602, 514]
spec-heading: (HR) Specifikacije proizvoda:	[246, 1164, 354, 1172]
barcode-bar	[589, 1540, 592, 1620]
barcode-bar	[606, 1540, 607, 1628]
spec-paragraph: Materiāls: Alumīnijs	[624, 1213, 689, 1222]
spec-heading: (DA) Produktspecifikationer:	[624, 589, 731, 597]
spec-paragraph: Materiaali: Alumiini	[246, 638, 310, 647]
spec-paragraph: Koko: Puhallussipistooli: Käytön paine 0–8 bar, Ilmankulutus 85–140 l/min, Paino 120 g; Renkaantäyttötyökalu: Käytön paine 0–10 bar, Manometrin halkaisija n. 6 cm, Letkun pituus n. 41 cm, Paino 240 g; Koko sarja: 13-osainen	[246, 596, 414, 635]
spec-paragraph: Určené použitie: Univerzálne použiteľné na čistenie a sušenie povrchov a zariadení v záhrade a na stavenisku; Fukanie, nafukovanie pneumatík, kontrola tlaku s pripojením na stlačený vzduch	[435, 944, 606, 976]
product-info	[59, 140, 1189, 240]
spec-paragraph: Informacje o bezpieczeństwie i ostrzeżenia: Zwróć uwagę na maksymalne ciśnienie robocze (8–10 bar), aby uniknąć uszkodzeń. Nosić odzież ochronną i okulary podczas używania powietrza sprężonego. Nie kierować na ludzi ani zwierzęta. Regularnie sprawdzaj na szczelność i używaj tylko z kompatybilnymi źródłami powietrza sprężonego.	[1002, 699, 1173, 754]
spec-paragraph: Tamanho: Pistola de sopro: pressão de funcionamento 0–8 bar, consumo de ar 85–140 l/min, peso 120 g; Enchedor de pneus: pressão de funcionamento 0–10 bar, diâmetro do manómetro aprox. 6 cm, comprimento da mangueira aprox. 41 cm, peso 240 g; Conjunto total: 13 peças	[1002, 307, 1171, 354]
info-label: Product ID:	[59, 160, 164, 179]
barcode-bar	[442, 1540, 445, 1628]
